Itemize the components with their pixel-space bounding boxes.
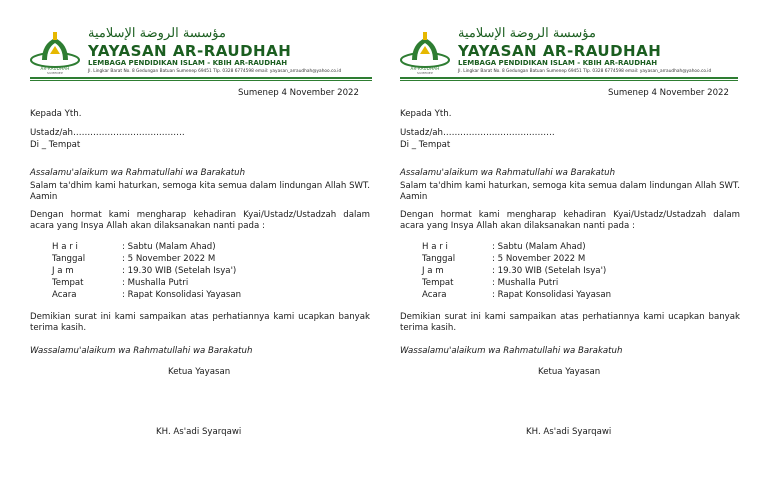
detail-label-tempat: Tempat [52,278,84,288]
org-subtitle: LEMBAGA PENDIDIKAN ISLAM - KBIH AR-RAUDHAH [458,59,658,67]
signer-name: KH. As'adi Syarqawi [526,427,612,437]
detail-label-tanggal: Tanggal [52,254,86,264]
detail-label-jam: J a m [52,266,74,276]
letter-left [0,0,370,489]
detail-value-hari: : Sabtu (Malam Ahad) [122,242,216,252]
detail-value-acara: : Rapat Konsolidasi Yayasan [122,290,242,300]
letter-date: Sumenep 4 November 2022 [238,88,359,98]
signer-position: Ketua Yayasan [168,367,231,377]
arabic-org-name: مؤسسة الروضة الإسلامية [88,26,226,41]
recipient-ustadz: Ustadz/ah………………………………… [400,128,555,138]
org-address: Jl. Lingkar Barat No. 8 Gedungan Batuan Sumenep 69451 Tlp. 0328 6774598 email: yayasan_arraudhah@yahoo.co.id [88,69,342,74]
closing-greeting: Wassalamu'alaikum wa Rahmatullahi wa Barakatuh [400,346,623,356]
paragraph-invitation: Dengan hormat kami mengharap kehadiran Kyai/Ustadz/Ustadzah dalam acara yang Insya Allah akan dilaksanakan nanti pada : [30,210,370,231]
paragraph-salam: Salam ta'dhim kami haturkan, semoga kita semua dalam lindungan Allah SWT. Aamin [30,181,370,202]
logo-subcaption: SUMENEP [47,71,63,75]
logo-caption: AR-RAUDHAH [410,66,440,71]
closing-greeting: Wassalamu'alaikum wa Rahmatullahi wa Barakatuh [30,346,253,356]
opening-greeting: Assalamu'alaikum wa Rahmatullahi wa Barakatuh [400,168,616,178]
detail-value-tanggal: : 5 November 2022 M [122,254,216,264]
recipient-kepada: Kepada Yth. [400,109,452,119]
detail-label-hari: H a r i [422,242,448,252]
detail-label-acara: Acara [52,290,77,300]
letter-date: Sumenep 4 November 2022 [608,88,729,98]
detail-label-hari: H a r i [52,242,78,252]
header-rule-thick [30,77,372,79]
detail-value-jam: : 19.30 WIB (Setelah Isya') [122,266,237,276]
org-name: YAYASAN AR-RAUDHAH [458,42,662,60]
logo-subcaption: SUMENEP [417,71,433,75]
header-rule-thin [400,80,738,81]
paragraph-salam: Salam ta'dhim kami haturkan, semoga kita semua dalam lindungan Allah SWT. Aamin [400,181,740,202]
paragraph-closing: Demikian surat ini kami sampaikan atas perhatiannya kami ucapkan banyak terima kasih. [30,312,370,333]
detail-value-acara: : Rapat Konsolidasi Yayasan [492,290,612,300]
recipient-kepada: Kepada Yth. [30,109,82,119]
header-rule-thick [400,77,738,79]
signer-position: Ketua Yayasan [538,367,601,377]
org-address: Jl. Lingkar Barat No. 8 Gedungan Batuan Sumenep 69451 Tlp. 0328 6774598 email: yayasan_arraudhah@yahoo.co.id [458,69,712,74]
org-name: YAYASAN AR-RAUDHAH [88,42,292,60]
detail-value-tempat: : Mushalla Putri [492,278,559,288]
recipient-tempat: Di _ Tempat [400,140,451,150]
recipient-tempat: Di _ Tempat [30,140,81,150]
recipient-ustadz: Ustadz/ah………………………………… [30,128,185,138]
detail-value-tanggal: : 5 November 2022 M [492,254,586,264]
detail-value-hari: : Sabtu (Malam Ahad) [492,242,586,252]
paragraph-closing: Demikian surat ini kami sampaikan atas perhatiannya kami ucapkan banyak terima kasih. [400,312,740,333]
detail-label-tanggal: Tanggal [422,254,456,264]
logo-caption: AR-RAUDHAH [40,66,70,71]
paragraph-invitation: Dengan hormat kami mengharap kehadiran Kyai/Ustadz/Ustadzah dalam acara yang Insya Allah akan dilaksanakan nanti pada : [400,210,740,231]
opening-greeting: Assalamu'alaikum wa Rahmatullahi wa Barakatuh [30,168,246,178]
detail-value-jam: : 19.30 WIB (Setelah Isya') [492,266,607,276]
detail-value-tempat: : Mushalla Putri [122,278,189,288]
detail-label-acara: Acara [422,290,447,300]
header-rule-thin [30,80,372,81]
letter-right [370,0,740,489]
arabic-org-name: مؤسسة الروضة الإسلامية [458,26,596,41]
signer-name: KH. As'adi Syarqawi [156,427,242,437]
detail-label-jam: J a m [422,266,444,276]
detail-label-tempat: Tempat [422,278,454,288]
org-subtitle: LEMBAGA PENDIDIKAN ISLAM - KBIH AR-RAUDHAH [88,59,288,67]
